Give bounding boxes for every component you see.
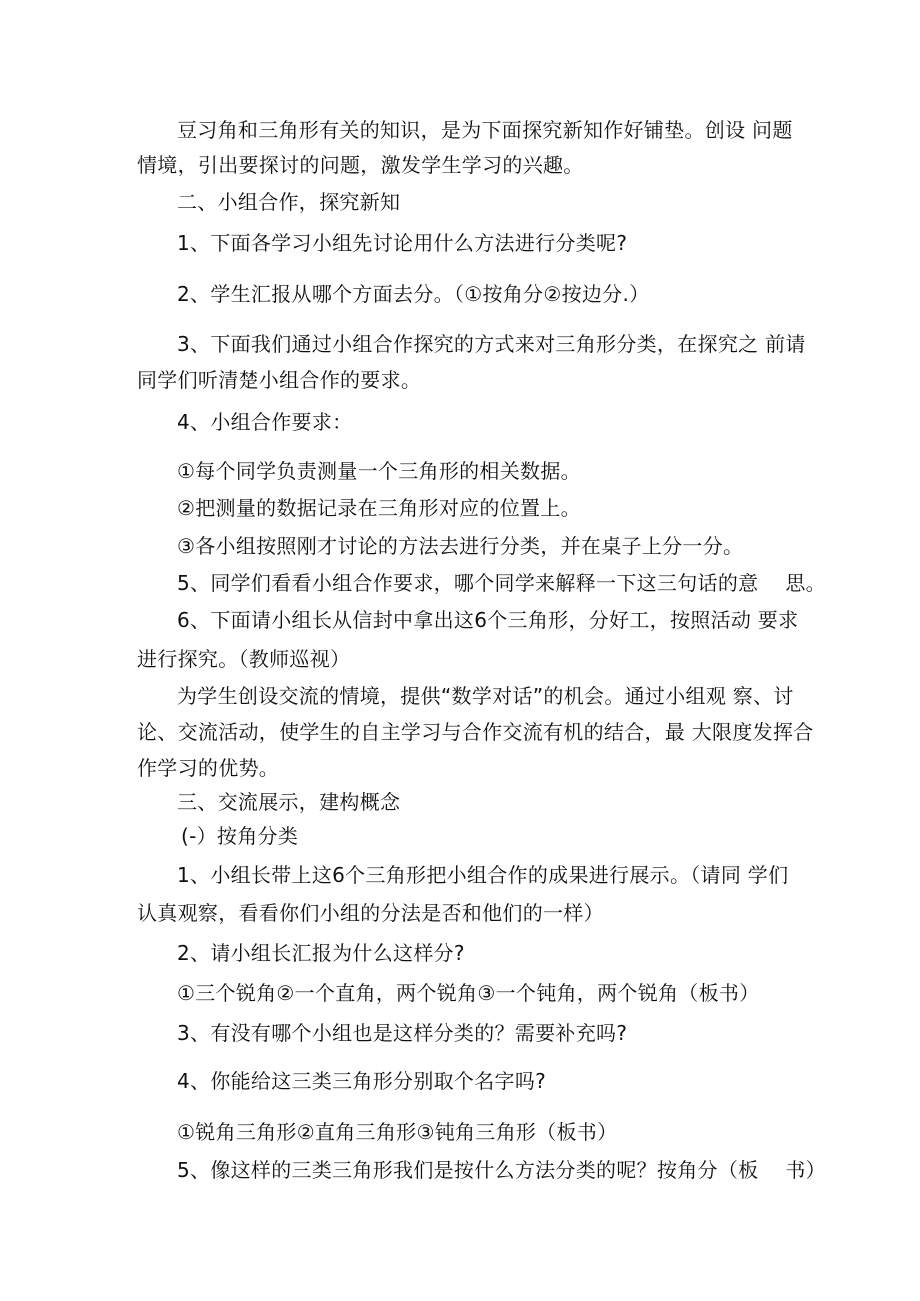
list-item: 5、像这样的三类三角形我们是按什么方法分类的呢？按角分（板 书）: [177, 1158, 826, 1182]
paragraph-line: 论、交流活动，使学生的自主学习与合作交流有机的结合，最 大限度发挥合: [137, 720, 814, 744]
list-item: 1、下面各学习小组先讨论用什么方法进行分类呢?: [177, 231, 628, 255]
list-item: 4、小组合作要求：: [177, 410, 353, 434]
list-item: 4、你能给这三类三角形分别取个名字吗?: [177, 1069, 547, 1093]
list-item: 2、学生汇报从哪个方面去分。（①按角分②按边分.）: [177, 282, 650, 306]
list-item: ③各小组按照刚才讨论的方法去进行分类，并在桌子上分一分。: [177, 534, 744, 558]
section-heading: 三、交流展示，建构概念: [177, 790, 401, 814]
paragraph-line: 同学们听清楚小组合作的要求。: [137, 368, 422, 392]
list-item: 3、下面我们通过小组合作探究的方式来对三角形分类，在探究之 前请: [177, 332, 806, 356]
subsection-heading: (-）按角分类: [181, 824, 299, 848]
list-item: 3、有没有哪个小组也是这样分类的？需要补充吗?: [177, 1021, 628, 1045]
list-item: 1、小组长带上这6个三角形把小组合作的成果进行展示。（请同 学们: [177, 863, 789, 887]
paragraph-line: 为学生创设交流的情境，提供“数学对话”的机会。通过小组观 察、讨: [177, 684, 794, 708]
list-item: ①每个同学负责测量一个三角形的相关数据。: [177, 459, 581, 483]
paragraph-line: 豆习角和三角形有关的知识，是为下面探究新知作好铺垫。创设 问题: [177, 118, 793, 142]
section-heading: 二、小组合作，探究新知: [177, 190, 401, 214]
list-item: ①锐角三角形②直角三角形③钝角三角形（板书）: [177, 1120, 618, 1144]
paragraph-line: 认真观察，看看你们小组的分法是否和他们的一样）: [137, 901, 604, 925]
list-item: ②把测量的数据记录在三角形对应的位置上。: [177, 496, 581, 520]
list-item: 5、同学们看看小组合作要求，哪个同学来解释一下这三句话的意 思。: [177, 571, 826, 595]
paragraph-line: 作学习的优势。: [137, 756, 280, 780]
paragraph-line: 进行探究。（教师巡视）: [137, 647, 351, 671]
list-item: 6、下面请小组长从信封中拿出这6个三角形，分好工，按照活动 要求: [177, 608, 799, 632]
list-item: ①三个锐角②一个直角，两个锐角③一个钝角，两个锐角（板书）: [177, 981, 760, 1005]
list-item: 2、请小组长汇报为什么这样分?: [177, 941, 465, 965]
paragraph-line: 情境，引出要探讨的问题，激发学生学习的兴趣。: [137, 153, 584, 177]
